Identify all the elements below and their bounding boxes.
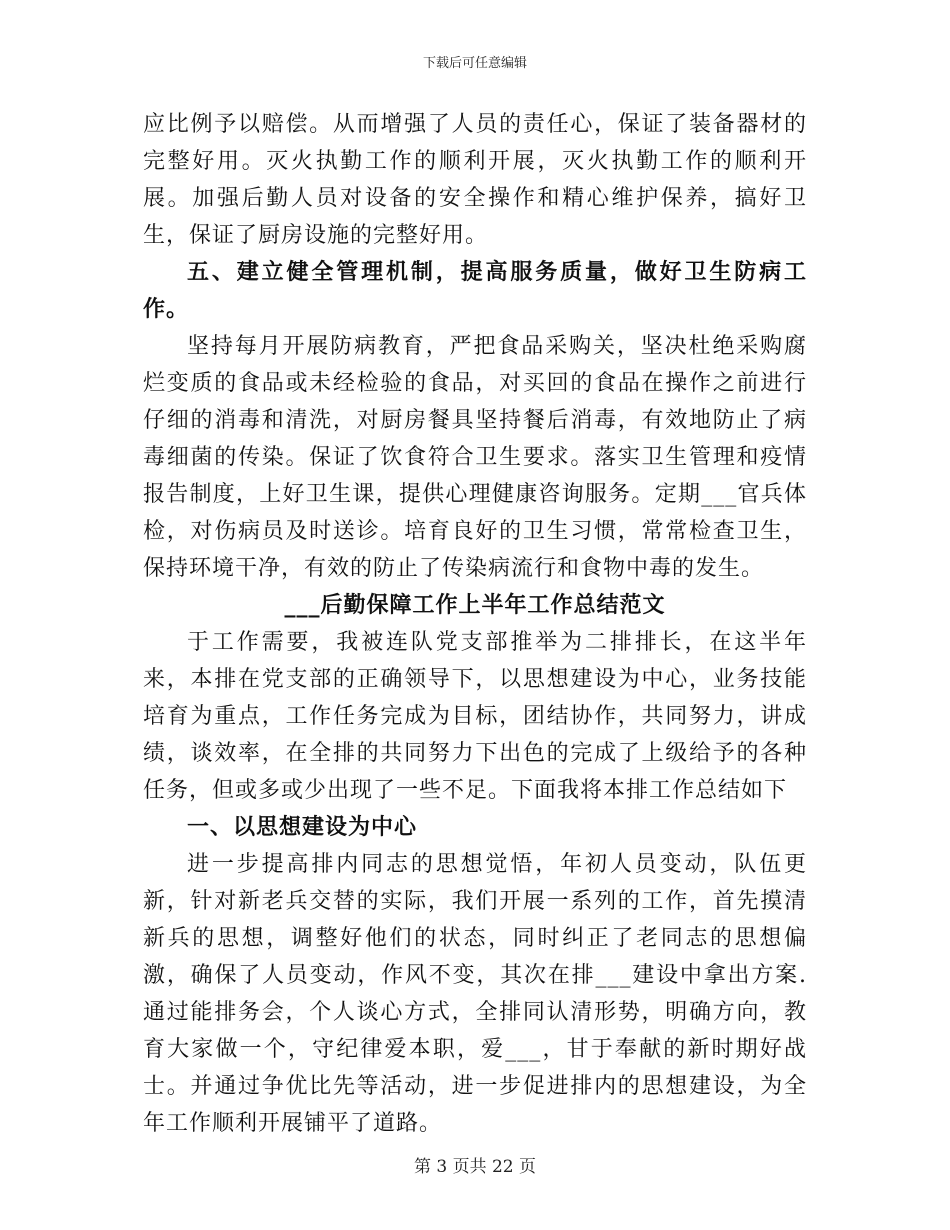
paragraph-ideology: 进一步提高排内同志的思想觉悟，年初人员变动，队伍更新，针对新老兵交替的实际，我们开展一系列的工作，首先摸清新兵的思想，调整好他们的状态，同时纠正了老同志的思想偏激，确保了人员变动，作风不变，其次在排___建设中拿出方案.通过能排务会，个人谈心方式，全排同认清形势，明确方向，教育大家做一个，守纪律爱本职，爱___，甘于奉献的新时期好战士。并通过争优比先等活动，进一步促进排内的思想建设，为全年工作顺利开展铺平了道路。 (143, 852, 807, 1136)
section-heading-one: 一、以思想建设为中心 (187, 814, 418, 840)
page-footer: 第 3 页共 22 页 (413, 1157, 537, 1177)
document-body (143, 106, 807, 1142)
article-title: ___后勤保障工作上半年工作总结范文 (284, 592, 666, 618)
paragraph-intro: 于工作需要，我被连队党支部推举为二排排长，在这半年来，本排在党支部的正确领导下，以思想建设为中心，业务技能培育为重点，工作任务完成为目标，团结协作，共同努力，讲成绩，谈效率，在全排的共同努力下出色的完成了上级给予的各种任务，但或多或少出现了一些不足。下面我将本排工作总结如下 (143, 630, 807, 803)
paragraph-hygiene: 坚持每月开展防病教育，严把食品采购关，坚决杜绝采购腐烂变质的食品或未经检验的食品，对买回的食品在操作之前进行仔细的消毒和清洗，对厨房餐具坚持餐后消毒，有效地防止了病毒细菌的传染。保证了饮食符合卫生要求。落实卫生管理和疫情报告制度，上好卫生课，提供心理健康咨询服务。定期___官兵体检，对伤病员及时送诊。培育良好的卫生习惯，常常检查卫生，保持环境干净，有效的防止了传染病流行和食物中毒的发生。 (143, 334, 807, 581)
paragraph-continuation: 应比例予以赔偿。从而增强了人员的责任心，保证了装备器材的完整好用。灭火执勤工作的顺利开展，灭火执勤工作的顺利开展。加强后勤人员对设备的安全操作和精心维护保养，搞好卫生，保证了厨房设施的完整好用。 (143, 112, 807, 248)
section-heading-five: 五、建立健全管理机制，提高服务质量，做好卫生防病工作。 (143, 259, 807, 322)
page-header: 下载后可任意编辑 (422, 56, 527, 71)
